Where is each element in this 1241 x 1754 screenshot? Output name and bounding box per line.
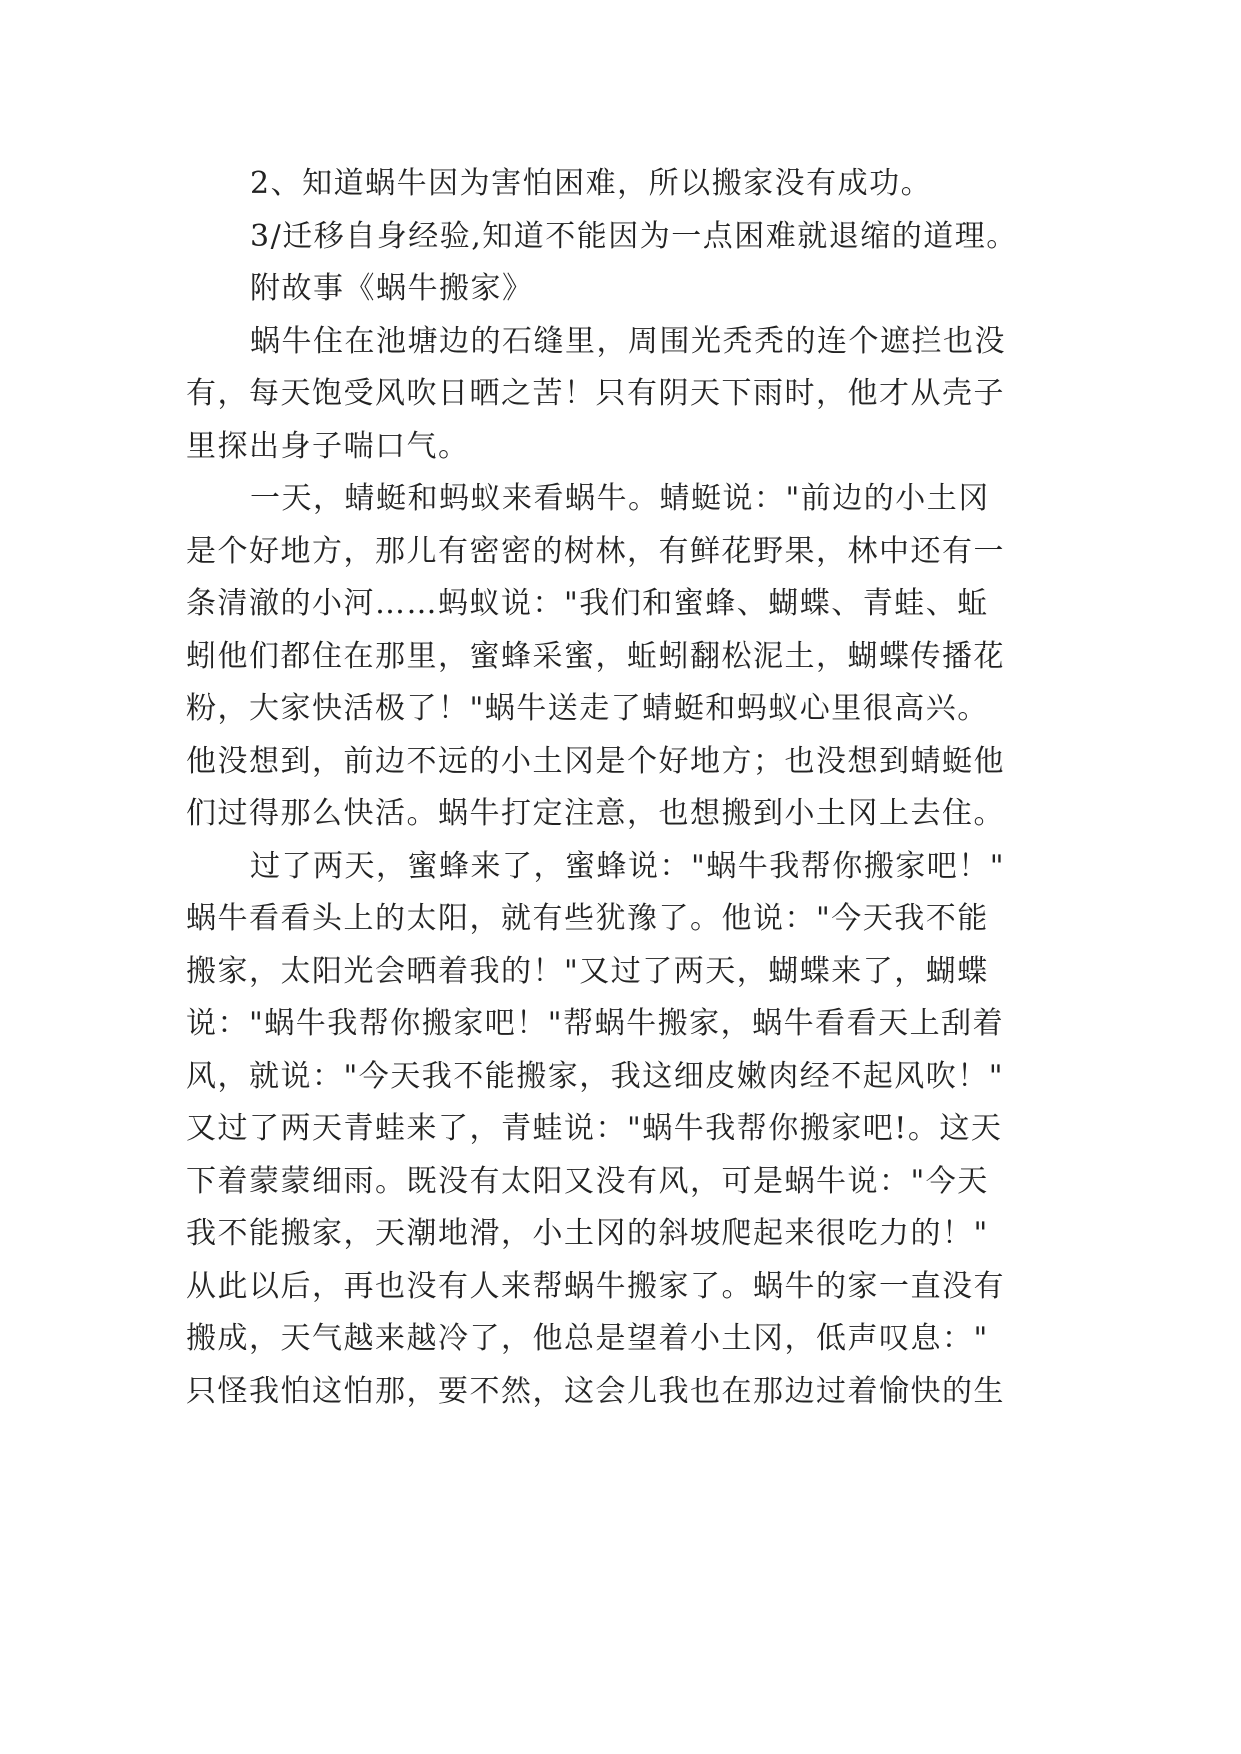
story-title: 附故事《蜗牛搬家》 bbox=[250, 271, 534, 306]
text-line: 蜗牛住在池塘边的石缝里，周围光秃秃的连个遮拦也没 bbox=[250, 323, 1006, 359]
text-line: 过了两天，蜜蜂来了，蜜蜂说："蜗牛我帮你搬家吧！" bbox=[250, 848, 1006, 884]
text-line: 他没想到，前边不远的小土冈是个好地方；也没想到蜻蜓他 bbox=[186, 743, 1005, 779]
document-body bbox=[186, 158, 1066, 1418]
text-line: 是个好地方，那儿有密密的树林，有鲜花野果，林中还有一 bbox=[186, 533, 1005, 569]
text-line: 下着蒙蒙细雨。既没有太阳又没有风，可是蜗牛说："今天 bbox=[186, 1163, 989, 1199]
text-line: 说："蜗牛我帮你搬家吧！"帮蜗牛搬家，蜗牛看看天上刮着 bbox=[186, 1006, 1005, 1041]
text-line: 从此以后，再也没有人来帮蜗牛搬家了。蜗牛的家一直没有 bbox=[186, 1268, 1005, 1304]
text-line: 搬家，太阳光会晒着我的！"又过了两天，蝴蝶来了，蝴蝶 bbox=[186, 953, 989, 989]
text-line: 粉，大家快活极了！"蜗牛送走了蜻蜓和蚂蚁心里很高兴。 bbox=[186, 691, 989, 726]
text-line: 只怪我怕这怕那，要不然，这会儿我也在那边过着愉快的生 bbox=[186, 1373, 1005, 1409]
text-line: 又过了两天青蛙来了，青蛙说："蜗牛我帮你搬家吧!。这天 bbox=[186, 1111, 1003, 1146]
text-line: 3/迁移自身经验,知道不能因为一点困难就退缩的道理。 bbox=[250, 218, 1018, 254]
text-line: 我不能搬家，天潮地滑，小土冈的斜坡爬起来很吃力的！" bbox=[186, 1216, 989, 1251]
text-line: 蚓他们都住在那里，蜜蜂采蜜，蚯蚓翻松泥土，蝴蝶传播花 bbox=[186, 638, 1005, 674]
text-line: 蜗牛看看头上的太阳，就有些犹豫了。他说："今天我不能 bbox=[186, 901, 989, 936]
text-line: 们过得那么快活。蜗牛打定注意，也想搬到小土冈上去住。 bbox=[186, 796, 1005, 831]
text-line: 搬成，天气越来越冷了，他总是望着小土冈，低声叹息：" bbox=[186, 1321, 989, 1356]
text-line: 里探出身子喘口气。 bbox=[186, 428, 470, 464]
text-line: 条清澈的小河……蚂蚁说："我们和蜜蜂、蝴蝶、青蛙、蚯 bbox=[186, 586, 989, 621]
text-line: 一天，蜻蜓和蚂蚁来看蜗牛。蜻蜓说："前边的小土冈 bbox=[250, 481, 990, 516]
text-line: 风，就说："今天我不能搬家，我这细皮嫩肉经不起风吹！" bbox=[186, 1058, 1005, 1094]
text-line: 有，每天饱受风吹日晒之苦！只有阴天下雨时，他才从壳子 bbox=[186, 376, 1005, 411]
text-line: 2、知道蜗牛因为害怕困难，所以搬家没有成功。 bbox=[250, 166, 933, 201]
